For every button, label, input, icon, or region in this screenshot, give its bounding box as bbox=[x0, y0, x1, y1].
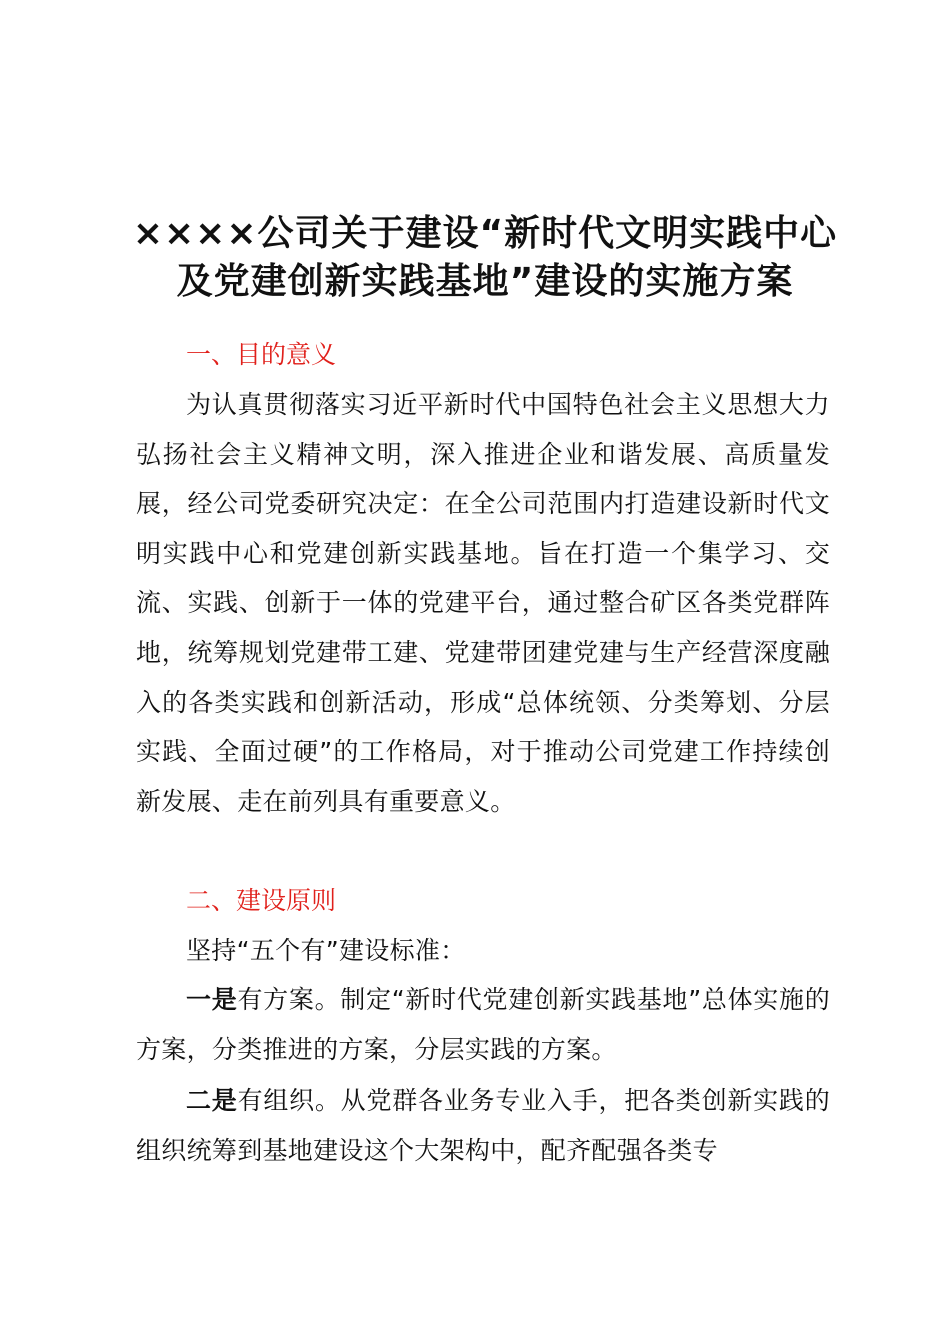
document-title-line-2: 及党建创新实践基地”建设的实施方案 bbox=[176, 261, 794, 302]
paragraph-principles-intro: 坚持“五个有”建设标准： bbox=[186, 936, 466, 965]
document-title-line-1: ××××公司关于建设“新时代文明实践中心 bbox=[132, 213, 838, 254]
paragraph-item-2 bbox=[136, 1076, 830, 1175]
item-2-lead: 二是 bbox=[186, 1086, 238, 1115]
section-heading-principles: 二、建设原则 bbox=[186, 886, 337, 915]
item-1-lead: 一是 bbox=[186, 985, 238, 1014]
item-2-body: 有组织。从党群各业务专业入手，把各类创新实践的组织统筹到基地建设这个大架构中，配齐配强各类专 bbox=[136, 1086, 830, 1165]
section-heading-purpose: 一、目的意义 bbox=[186, 340, 337, 369]
paragraph-purpose: 为认真贯彻落实习近平新时代中国特色社会主义思想大力弘扬社会主义精神文明，深入推进企业和谐发展、高质量发展，经公司党委研究决定：在全公司范围内打造建设新时代文明实践中心和党建创新实践基地。旨在打造一个集学习、交流、实践、创新于一体的党建平台，通过整合矿区各类党群阵地，统筹规划党建带工建、党建带团建党建与生产经营深度融入的各类实践和创新活动，形成“总体统领、分类筹划、分层实践、全面过硬”的工作格局，对于推动公司党建工作持续创新发展、走在前列具有重要意义。 bbox=[136, 390, 830, 816]
paragraph-item-1 bbox=[136, 975, 830, 1074]
item-1-body: 有方案。制定“新时代党建创新实践基地”总体实施的方案，分类推进的方案，分层实践的方案。 bbox=[136, 985, 831, 1064]
